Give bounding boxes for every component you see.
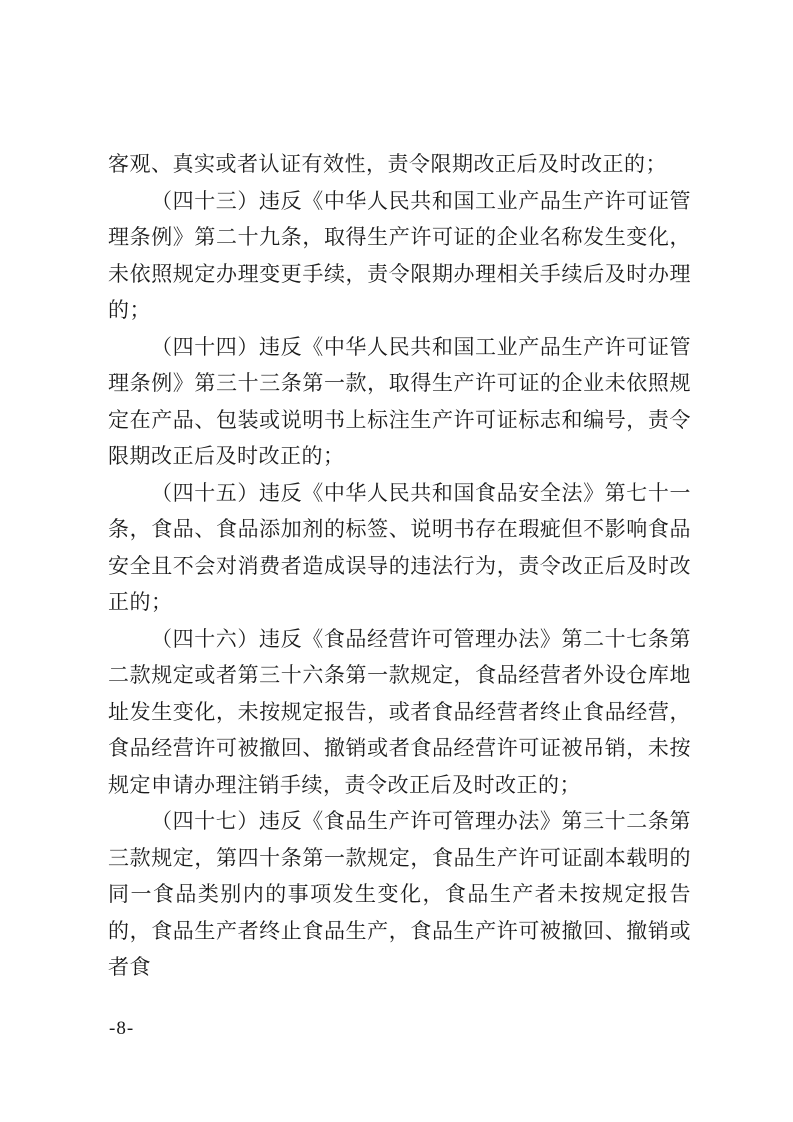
paragraph-continuation: 客观、真实或者认证有效性，责令限期改正后及时改正的； (108, 152, 667, 176)
paragraph-item-46: （四十六）违反《食品经营许可管理办法》第二十七条第二款规定或者第三十六条第一款规定，食品经营者外设仓库地址发生变化，未按规定报告，或者食品经营者终止食品经营，食品经营许可被撤回、撤销或者食品经营许可证被吊销，未按规定申请办理注销手续，责令改正后及时改正的； (108, 626, 691, 797)
page-number: -8- (109, 1018, 135, 1039)
paragraph-item-44: （四十四）违反《中华人民共和国工业产品生产许可证管理条例》第三十三条第一款，取得生产许可证的企业未依照规定在产品、包装或说明书上标注生产许可证标志和编号，责令限期改正后及时改正的； (108, 334, 691, 468)
paragraph-item-45: （四十五）违反《中华人民共和国食品安全法》第七十一条，食品、食品添加剂的标签、说明书存在瑕疵但不影响食品安全且不会对消费者造成误导的违法行为，责令改正后及时改正的； (108, 480, 691, 614)
paragraph-item-47: （四十七）违反《食品生产许可管理办法》第三十二条第三款规定，第四十条第一款规定，食品生产许可证副本载明的同一食品类别内的事项发生变化，食品生产者未按规定报告的，食品生产者终止食品生产，食品生产许可被撤回、撤销或者食 (108, 809, 691, 979)
document-body (108, 146, 691, 986)
paragraph-item-43: （四十三）违反《中华人民共和国工业产品生产许可证管理条例》第二十九条，取得生产许可证的企业名称发生变化，未依照规定办理变更手续，责令限期办理相关手续后及时办理的； (108, 188, 691, 322)
